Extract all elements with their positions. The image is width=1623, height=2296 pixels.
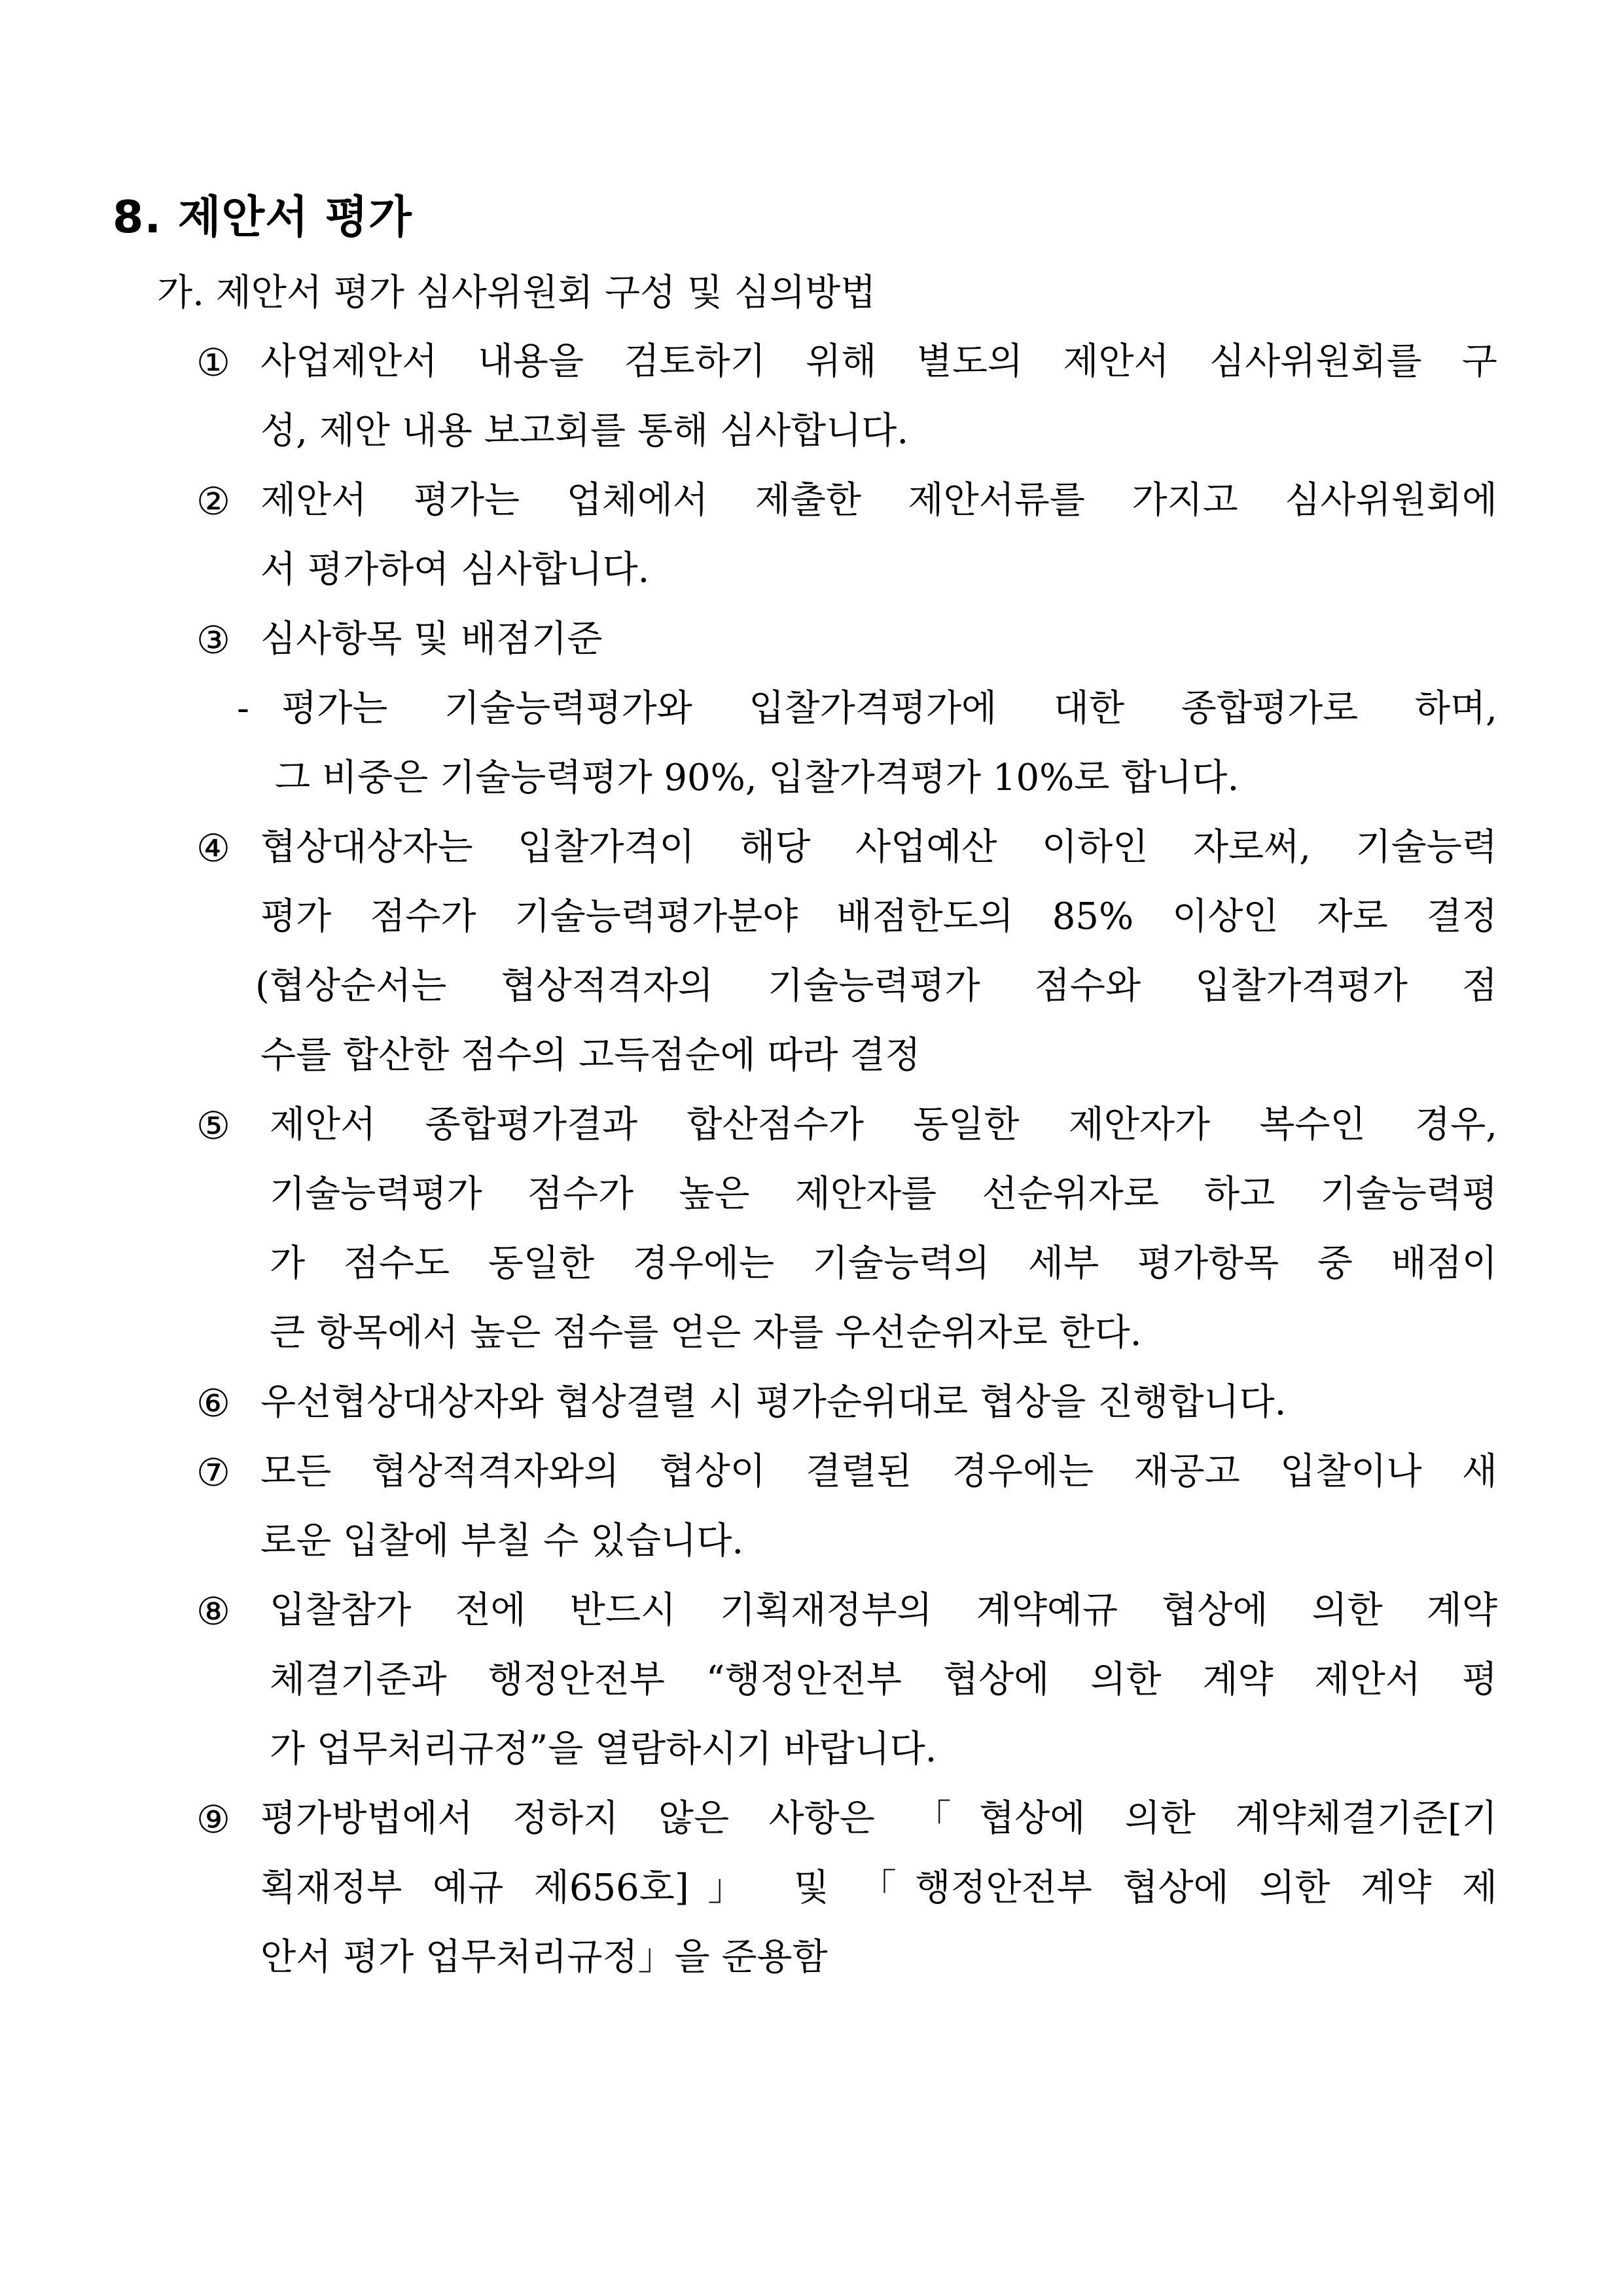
item-text-line: 큰 항목에서 높은 점수를 얻은 자를 우선순위자로 한다. (270, 1312, 1142, 1354)
item-text-line: 우선협상대상자와 협상결렬 시 평가순위대로 협상을 진행합니다. (260, 1381, 1287, 1424)
item-number: ⑦ (196, 1450, 230, 1495)
item-text-line: 모든 협상적격자와의 협상이 결렬된 경우에는 재공고 입찰이나 새 (260, 1450, 1497, 1493)
item-text-line: (협상순서는 협상적격자의 기술능력평가 점수와 입찰가격평가 점 (255, 965, 1497, 1007)
item-number: ③ (196, 618, 230, 662)
subsection-heading: 가. 제안서 평가 심사위원회 구성 및 심의방법 (157, 272, 876, 314)
item-text-line: 획재정부 예규 제656호]」 및 「행정안전부 협상에 의한 계약 제 (260, 1867, 1497, 1909)
sub-bullet-dash: - (237, 687, 249, 730)
item-number: ⑨ (196, 1797, 230, 1842)
sub-bullet-line: 평가는 기술능력평가와 입찰가격평가에 대한 종합평가로 하며, (281, 687, 1497, 730)
item-number: ⑧ (196, 1589, 230, 1634)
item-number: ④ (196, 826, 230, 870)
item-text-line: 체결기준과 행정안전부 “행정안전부 협상에 의한 계약 제안서 평 (270, 1659, 1497, 1701)
item-text-line: 사업제안서 내용을 검토하기 위해 별도의 제안서 심사위원회를 구 (260, 340, 1497, 383)
sub-bullet-line: 그 비중은 기술능력평가 90%, 입찰가격평가 10%로 합니다. (275, 757, 1240, 799)
item-text-line: 안서 평가 업무처리규정」을 준용함 (260, 1936, 828, 1979)
item-text-line: 제안서 종합평가결과 합산점수가 동일한 제안자가 복수인 경우, (270, 1103, 1497, 1146)
item-text-line: 서 평가하여 심사합니다. (260, 548, 650, 591)
item-text-line: 평가 점수가 기술능력평가분야 배점한도의 85% 이상인 자로 결정 (260, 895, 1497, 938)
item-text-line: 입찰참가 전에 반드시 기획재정부의 계약예규 협상에 의한 계약 (270, 1589, 1497, 1632)
item-text-line: 제안서 평가는 업체에서 제출한 제안서류를 가지고 심사위원회에 (260, 479, 1497, 522)
item-number: ② (196, 479, 230, 524)
item-text-line: 기술능력평가 점수가 높은 제안자를 선순위자로 하고 기술능력평 (270, 1173, 1497, 1215)
item-text-line: 협상대상자는 입찰가격이 해당 사업예산 이하인 자로써, 기술능력 (260, 826, 1497, 869)
item-text-line: 가 업무처리규정”을 열람하시기 바랍니다. (270, 1728, 937, 1770)
item-text-line: 로운 입찰에 부칠 수 있습니다. (260, 1520, 744, 1562)
item-text-line: 가 점수도 동일한 경우에는 기술능력의 세부 평가항목 중 배점이 (270, 1242, 1497, 1285)
section-heading: 8. 제안서 평가 (113, 192, 412, 243)
item-text-line: 심사항목 및 배점기준 (260, 618, 603, 660)
item-text-line: 성, 제안 내용 보고회를 통해 심사합니다. (260, 410, 909, 452)
item-number: ⑥ (196, 1381, 230, 1426)
item-number: ⑤ (196, 1103, 230, 1148)
item-text-line: 수를 합산한 점수의 고득점순에 따라 결정 (260, 1034, 921, 1077)
item-text-line: 평가방법에서 정하지 않은 사항은 「협상에 의한 계약체결기준[기 (260, 1797, 1497, 1840)
item-number: ① (196, 340, 230, 385)
